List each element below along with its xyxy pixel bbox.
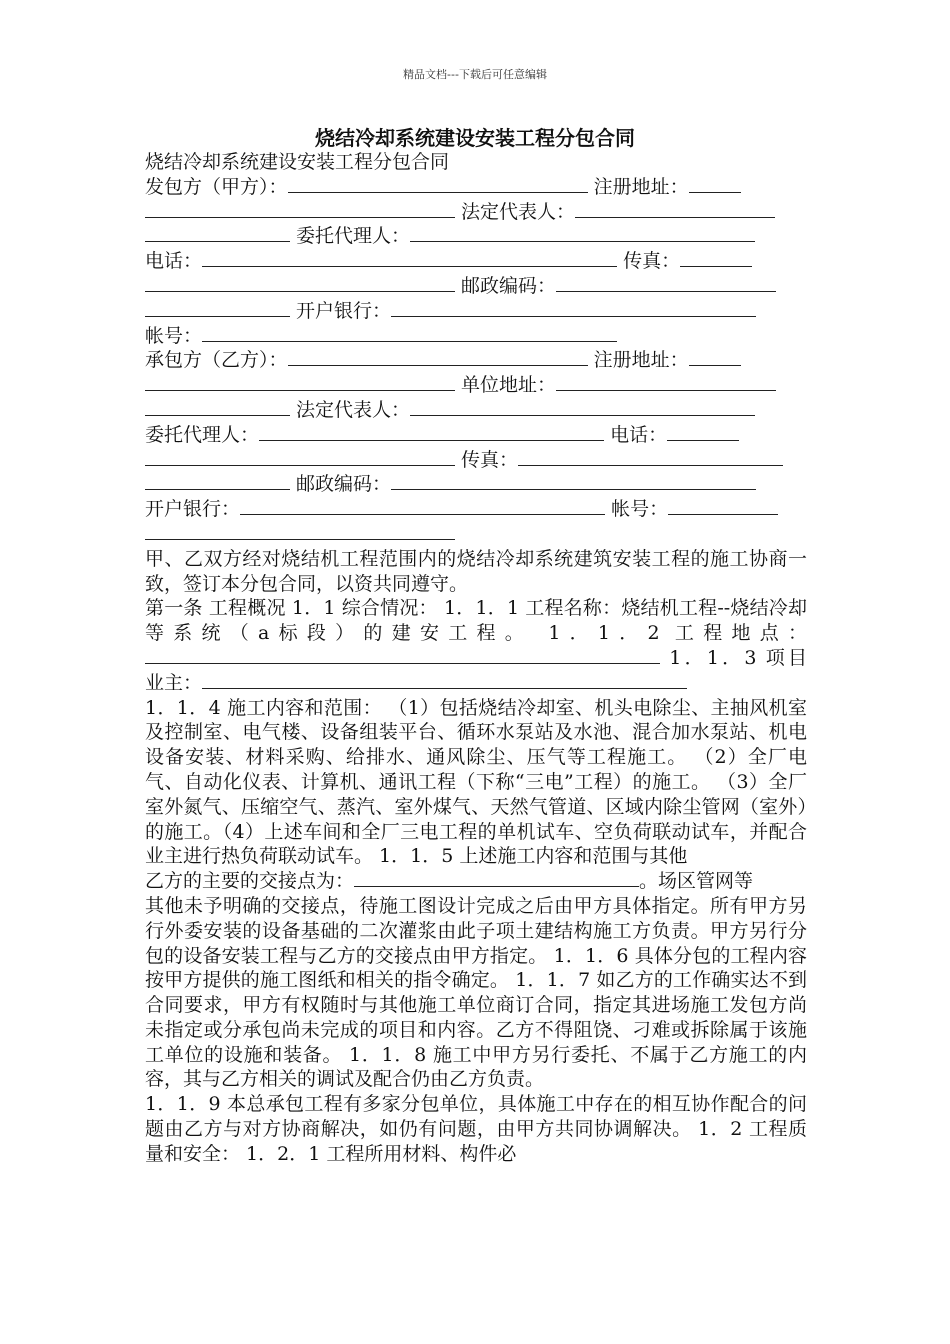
party-b-line [145, 348, 807, 373]
phone-field[interactable] [202, 250, 617, 267]
account-field[interactable] [202, 325, 617, 342]
legal-rep-label: 法定代表人： [461, 200, 576, 223]
interface-paragraph: 其他未予明确的交接点，待施工图设计完成之后由甲方具体指定。所有甲方另行外委安装的设备基础的二次灌浆由此子项土建结构施工方负责。甲方另行分包的设备安装工程与乙方的交接点由甲方指定。 1．1．6 具体分包的工程内容按甲方提供的施工图纸和相关的指令确定。 1．1．7 如乙方的工作确实达不到合同要求，甲方有权随时与其他施工单位商订合同，指定其进场施工发包方尚未指定或分承包尚未完成的项目和内容。乙方不得阻饶、刁难或拆除属于该施工单位的设施和装备。 1．1．8 施工中甲方另行委托、不属于乙方施工的内容，其与乙方相关的调试及配合仍由乙方负责。 [145, 894, 807, 1091]
fax-label: 传真： [623, 250, 681, 273]
unit-addr-line [145, 373, 807, 398]
legal-rep-b-label: 法定代表人： [296, 398, 411, 421]
fax-field-cont[interactable] [145, 275, 455, 292]
article-1-paragraph [145, 596, 807, 695]
agent-b-line [145, 423, 807, 448]
interface-suffix: 。场区管网等 [639, 870, 754, 893]
page-header: 精品文档---下载后可任意编辑 [403, 68, 547, 81]
party-b-field[interactable] [288, 349, 588, 366]
intro-paragraph: 甲、乙双方经对烧结机工程范围内的烧结冷却系统建筑安装工程的施工协商一致，签订本分包合同，以资共同遵守。 [145, 547, 807, 595]
bank-b-label: 开户银行： [145, 498, 241, 521]
bank-field[interactable] [391, 300, 756, 317]
scope-paragraph: 1．1．4 施工内容和范围： （1）包括烧结冷却室、机头电除尘、主抽风机室及控制室、电气楼、设备组装平台、循环水泵站及水池、混合加水泵站、机电设备安装、材料采购、给排水、通风除尘、压气等工程施工。 （2）全厂电气、自动化仪表、计算机、通讯工程（下称“三电”工程）的施工。 （3）全厂室外氮气、压缩空气、蒸汽、室外煤气、天然气管道、区域内除尘管网（室外）的施工。（4）上述车间和全厂三电工程的单机试车、空负荷联动试车，并配合业主进行热负荷联动试车。 1．1．5 上述施工内容和范围与其他 [145, 696, 807, 868]
party-a-line [145, 175, 807, 200]
postcode-b-field[interactable] [391, 473, 756, 490]
interface-line [145, 869, 807, 894]
owner-field[interactable] [202, 672, 687, 689]
coordination-paragraph: 1．1．9 本总承包工程有多家分包单位，具体施工中存在的相互协作配合的问题由乙方与对方协商解决，如仍有问题，由甲方共同协调解决。 1．2 工程质量和安全： 1．2．1 工程所用材料、构件必 [145, 1093, 807, 1165]
fax-field[interactable] [680, 250, 752, 267]
postcode-line [145, 274, 807, 299]
reg-addr-field-cont[interactable] [145, 201, 455, 218]
legal-rep-line [145, 200, 807, 225]
agent-label: 委托代理人： [296, 225, 411, 248]
article-1-text: 第一条 工程概况 1．1 综合情况： 1．1．1 工程名称：烧结机工程--烧结冷却等系统（a标段）的建安工程。 1．1．2 工程地点： [145, 597, 807, 645]
legal-rep-b-field[interactable] [410, 399, 755, 416]
phone-b-field-cont[interactable] [145, 449, 455, 466]
unit-addr-label: 单位地址： [461, 374, 557, 397]
account-line [145, 324, 807, 349]
party-b-label: 承包方（乙方）： [145, 349, 288, 372]
legal-rep-field-cont[interactable] [145, 225, 290, 242]
project-location-field[interactable] [145, 647, 660, 664]
agent-b-field[interactable] [259, 424, 604, 441]
account-b-label: 帐号： [611, 498, 669, 521]
account-b-field[interactable] [668, 498, 778, 515]
account-b-cont-line [145, 522, 807, 547]
fax-b-line [145, 448, 807, 473]
document-body [145, 150, 807, 1167]
reg-addr-b-label: 注册地址： [593, 349, 689, 372]
bank-line [145, 299, 807, 324]
owner-label: 业主： [145, 671, 203, 694]
postcode-label: 邮政编码： [461, 274, 557, 297]
agent-b-label: 委托代理人： [145, 423, 260, 446]
phone-b-field[interactable] [667, 424, 739, 441]
interface-field[interactable] [354, 870, 639, 887]
unit-addr-field-cont[interactable] [145, 399, 290, 416]
phone-label: 电话： [145, 250, 203, 273]
reg-addr-b-field[interactable] [689, 349, 741, 366]
agent-line [145, 224, 807, 249]
fax-b-label: 传真： [461, 448, 519, 471]
legal-rep-b-line [145, 398, 807, 423]
legal-rep-field[interactable] [575, 201, 775, 218]
subtitle-line: 烧结冷却系统建设安装工程分包合同 [145, 151, 450, 173]
fax-b-field-cont[interactable] [145, 473, 290, 490]
interface-label: 乙方的主要的交接点为： [145, 870, 355, 893]
reg-addr-label: 注册地址： [593, 175, 689, 198]
fax-b-field[interactable] [518, 449, 783, 466]
postcode-field-cont[interactable] [145, 300, 290, 317]
party-a-label: 发包方（甲方）： [145, 175, 288, 198]
phone-line [145, 249, 807, 274]
bank-b-field[interactable] [240, 498, 605, 515]
bank-b-line [145, 497, 807, 522]
bank-label: 开户银行： [296, 299, 392, 322]
party-a-field[interactable] [288, 176, 588, 193]
reg-addr-field[interactable] [689, 176, 741, 193]
account-label: 帐号： [145, 324, 203, 347]
unit-addr-field[interactable] [556, 374, 776, 391]
phone-b-label: 电话： [610, 423, 668, 446]
postcode-field[interactable] [556, 275, 776, 292]
account-b-field-cont[interactable] [145, 523, 455, 540]
article-1-item-3: 1．1．3 项目 [669, 646, 807, 669]
reg-addr-b-field-cont[interactable] [145, 374, 455, 391]
postcode-b-line [145, 472, 807, 497]
document-title: 烧结冷却系统建设安装工程分包合同 [315, 126, 635, 150]
agent-field[interactable] [410, 225, 755, 242]
postcode-b-label: 邮政编码： [296, 473, 392, 496]
